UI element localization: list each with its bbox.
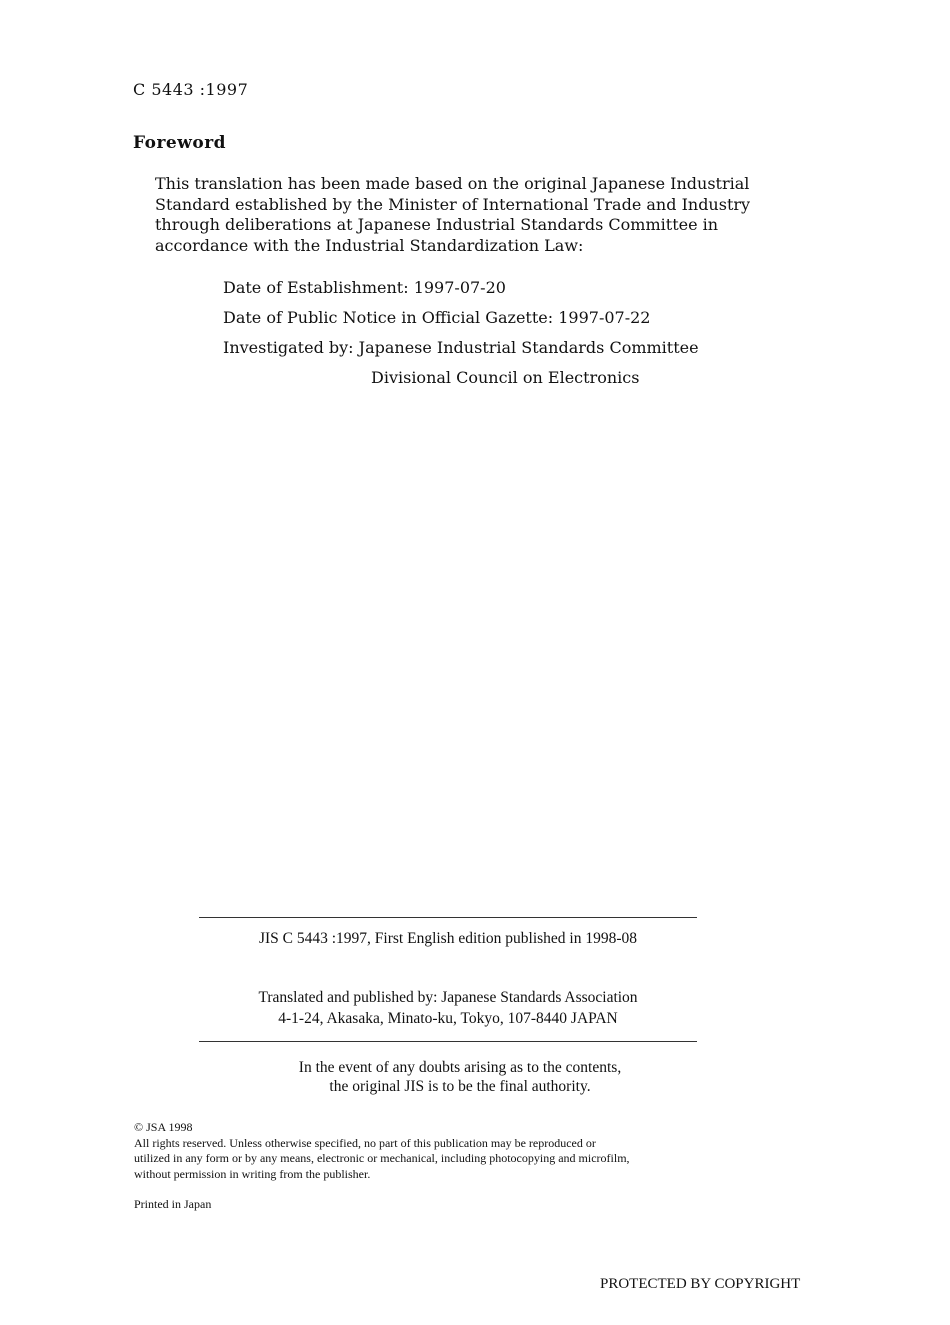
copyright-notice: © JSA 1998 <box>134 1120 193 1134</box>
rights-line: utilized in any form or by any means, electronic or mechanical, including photocopying and microfilm, <box>134 1151 630 1165</box>
foreword-paragraph <box>155 174 795 256</box>
doubt-line-1: In the event of any doubts arising as to the contents, <box>298 1059 622 1076</box>
investigated-by: Investigated by: Japanese Industrial Standards Committee <box>223 338 699 357</box>
date-of-public-notice: Date of Public Notice in Official Gazette: 1997-07-22 <box>223 308 651 327</box>
copyright-block <box>134 1120 630 1182</box>
foreword-line: Standard established by the Minister of International Trade and Industry <box>155 194 751 214</box>
standard-code: C 5443 :1997 <box>133 80 249 99</box>
translated-by-line: Translated and published by: Japanese Standards Association <box>258 989 638 1006</box>
imprint-bottom-rule <box>199 1041 697 1042</box>
foreword-heading: Foreword <box>133 133 227 153</box>
imprint-top-rule <box>199 917 697 918</box>
copyright-stamp: PROTECTED BY COPYRIGHT <box>600 1276 801 1292</box>
publisher-address: 4-1-24, Akasaka, Minato-ku, Tokyo, 107-8440 JAPAN <box>278 1010 618 1027</box>
date-of-establishment: Date of Establishment: 1997-07-20 <box>223 278 506 297</box>
rights-line: All rights reserved. Unless otherwise specified, no part of this publication may be reproduced or <box>134 1135 596 1150</box>
rights-line: without permission in writing from the publisher. <box>134 1166 371 1181</box>
divisional-council: Divisional Council on Electronics <box>371 368 640 387</box>
foreword-line: through deliberations at Japanese Industrial Standards Committee in <box>155 215 719 234</box>
printed-in: Printed in Japan <box>134 1197 212 1211</box>
edition-line: JIS C 5443 :1997, First English edition published in 1998-08 <box>258 930 638 947</box>
doubt-line-2: the original JIS is to be the final authority. <box>329 1078 591 1095</box>
foreword-line: accordance with the Industrial Standardization Law: <box>155 235 584 255</box>
foreword-line: This translation has been made based on the original Japanese Industrial <box>155 174 750 193</box>
